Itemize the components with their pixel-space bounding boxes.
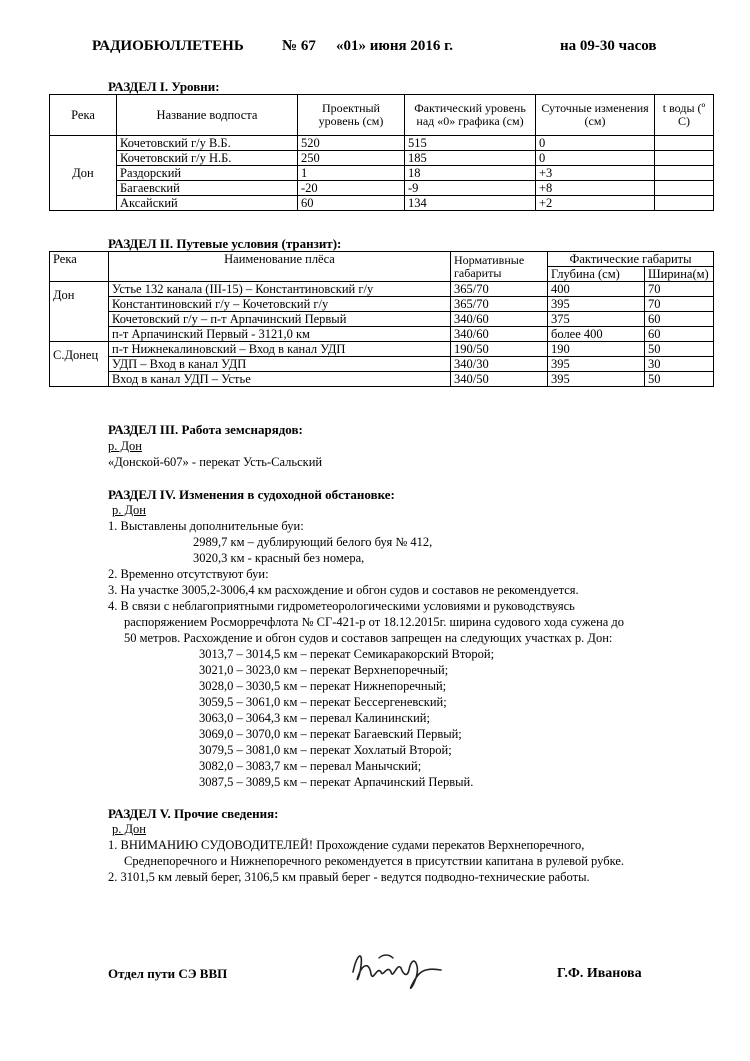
table-row	[50, 372, 714, 387]
table-row	[50, 297, 714, 312]
actual-cell: 18	[405, 166, 536, 181]
actual-cell: 515	[405, 136, 536, 151]
temp-cell	[655, 136, 714, 151]
bulletin-number: № 67	[282, 38, 316, 54]
river-cell: С.Донец	[50, 342, 109, 387]
post-cell: Аксайский	[117, 196, 298, 211]
norm-cell: 340/50	[451, 372, 548, 387]
daily-cell: 0	[536, 136, 655, 151]
transit-table	[49, 251, 714, 387]
section-4-item-3: 3. На участке 3005,2-3006,4 км расхождение и обгон судов и составов не рекомендуется.	[108, 583, 579, 597]
daily-cell: +8	[536, 181, 655, 196]
table-row	[50, 166, 714, 181]
daily-cell: +2	[536, 196, 655, 211]
col-header-river: Река	[50, 95, 117, 136]
depth-cell: 395	[548, 372, 645, 387]
stretch-cell: Вход в канал УДП – Устье	[109, 372, 451, 387]
temp-cell	[655, 196, 714, 211]
col-header-river: Река	[50, 252, 109, 282]
norm-cell: 190/50	[451, 342, 548, 357]
section-4-item-1: 1. Выставлены дополнительные буи:	[108, 519, 304, 533]
col-header-actual: Фактический уровень над «0» графика (см)	[405, 95, 536, 136]
section-5-item-1: 1. ВНИМАНИЮ СУДОВОДИТЕЛЕЙ! Прохождение судами перекатов Верхнепоречного,	[108, 838, 585, 852]
footer-department: Отдел пути СЭ ВВП	[108, 966, 228, 981]
design-cell: 250	[298, 151, 405, 166]
section-1-title: РАЗДЕЛ I. Уровни:	[108, 79, 220, 94]
section-2-title: РАЗДЕЛ II. Путевые условия (транзит):	[108, 236, 342, 251]
stretch-cell: Кочетовский г/у – п-т Арпачинский Первый	[109, 312, 451, 327]
col-header-post: Название водпоста	[117, 95, 298, 136]
col-header-depth: Глубина (см)	[548, 267, 645, 282]
signature-image	[345, 944, 455, 994]
list-item: 3059,5 – 3061,0 км – перекат Бессергеневский;	[199, 695, 447, 709]
section-4-item-4: распоряжением Росморречфлота № СГ-421-р от 18.12.2015г. ширина судового хода сужена до	[124, 615, 625, 629]
section-4-item-4: 4. В связи с неблагоприятными гидрометеорологическими условиями и руководствуясь	[108, 599, 575, 613]
bulletin-time: на 09-30 часов	[560, 38, 657, 54]
norm-cell: 340/30	[451, 357, 548, 372]
depth-cell: 395	[548, 357, 645, 372]
design-cell: -20	[298, 181, 405, 196]
table-row	[50, 327, 714, 342]
design-cell: 1	[298, 166, 405, 181]
post-cell: Раздорский	[117, 166, 298, 181]
actual-cell: -9	[405, 181, 536, 196]
col-header-design: Проектный уровень (см)	[298, 95, 405, 136]
actual-cell: 185	[405, 151, 536, 166]
section-4-river: р. Дон	[112, 503, 146, 517]
norm-cell: 340/60	[451, 327, 548, 342]
section-3-text: «Донской-607» - перекат Усть-Сальский	[108, 455, 323, 469]
section-5-title: РАЗДЕЛ V. Прочие сведения:	[108, 806, 279, 821]
temp-cell	[655, 166, 714, 181]
daily-cell: +3	[536, 166, 655, 181]
col-header-normative: Нормативные габариты	[451, 252, 548, 282]
design-cell: 520	[298, 136, 405, 151]
post-cell: Кочетовский г/у В.Б.	[117, 136, 298, 151]
table-row	[50, 151, 714, 166]
post-cell: Кочетовский г/у Н.Б.	[117, 151, 298, 166]
section-4-item-1-sub: 2989,7 км – дублирующий белого буя № 412,	[193, 535, 433, 549]
section-5-item-2: 2. 3101,5 км левый берег, 3106,5 км правый берег - ведутся подводно-технические работы.	[108, 870, 590, 884]
width-cell: 60	[645, 327, 714, 342]
list-item: 3087,5 – 3089,5 км – перекат Арпачинский Первый.	[199, 775, 474, 789]
section-5-item-1: Среднепоречного и Нижнепоречного рекомендуется в присутствии капитана в рулевой рубке.	[124, 854, 625, 868]
col-header-stretch: Наименование плёса	[109, 252, 451, 282]
depth-cell: 375	[548, 312, 645, 327]
list-item: 3028,0 – 3030,5 км – перекат Нижнепоречный;	[199, 679, 447, 693]
post-cell: Багаевский	[117, 181, 298, 196]
depth-cell: более 400	[548, 327, 645, 342]
actual-cell: 134	[405, 196, 536, 211]
section-4-title: РАЗДЕЛ IV. Изменения в судоходной обстановке:	[108, 487, 395, 502]
width-cell: 30	[645, 357, 714, 372]
table-row	[50, 312, 714, 327]
daily-cell: 0	[536, 151, 655, 166]
depth-cell: 400	[548, 282, 645, 297]
col-header-width: Ширина(м)	[645, 267, 714, 282]
stretch-cell: УДП – Вход в канал УДП	[109, 357, 451, 372]
table-row	[50, 282, 714, 297]
table-row	[50, 196, 714, 211]
list-item: 3021,0 – 3023,0 км – перекат Верхнепоречный;	[199, 663, 449, 677]
norm-cell: 365/70	[451, 297, 548, 312]
list-item: 3063,0 – 3064,3 км – перевал Калининский;	[199, 711, 430, 725]
river-cell: Дон	[50, 136, 117, 211]
temp-cell	[655, 181, 714, 196]
stretch-cell: Устье 132 канала (III-15) – Константиновский г/у	[109, 282, 451, 297]
section-3-title: РАЗДЕЛ III. Работа земснарядов:	[108, 422, 303, 437]
list-item: 3013,7 – 3014,5 км – перекат Семикаракорский Второй;	[199, 647, 495, 661]
list-item: 3069,0 – 3070,0 км – перекат Багаевский Первый;	[199, 727, 462, 741]
bulletin-date: «01» июня 2016 г.	[336, 38, 453, 54]
temp-cell	[655, 151, 714, 166]
list-item: 3079,5 – 3081,0 км – перекат Хохлатый Второй;	[199, 743, 452, 757]
list-item: 3082,0 – 3083,7 км – перевал Манычский;	[199, 759, 422, 773]
table-row	[50, 181, 714, 196]
stretch-cell: Константиновский г/у – Кочетовский г/у	[109, 297, 451, 312]
section-4-item-1-sub: 3020,3 км - красный без номера,	[193, 551, 365, 565]
width-cell: 50	[645, 372, 714, 387]
section-4-item-4: 50 метров. Расхождение и обгон судов и составов запрещен на следующих участках р. Дон:	[124, 631, 613, 645]
width-cell: 70	[645, 282, 714, 297]
table-row	[50, 357, 714, 372]
col-header-temp: t воды (º С)	[655, 95, 714, 136]
depth-cell: 395	[548, 297, 645, 312]
depth-cell: 190	[548, 342, 645, 357]
stretch-cell: п-т Нижнекалиновский – Вход в канал УДП	[109, 342, 451, 357]
section-4-item-2: 2. Временно отсутствуют буи:	[108, 567, 269, 581]
stretch-cell: п-т Арпачинский Первый - 3121,0 км	[109, 327, 451, 342]
section-3-river: р. Дон	[108, 439, 142, 453]
norm-cell: 340/60	[451, 312, 548, 327]
col-header-daily: Суточные изменения (см)	[536, 95, 655, 136]
width-cell: 60	[645, 312, 714, 327]
width-cell: 70	[645, 297, 714, 312]
footer-signer-name: Г.Ф. Иванова	[557, 966, 642, 981]
width-cell: 50	[645, 342, 714, 357]
section-5-river: р. Дон	[112, 822, 146, 836]
bulletin-title: РАДИОБЮЛЛЕТЕНЬ	[92, 38, 244, 54]
levels-table	[49, 94, 714, 211]
design-cell: 60	[298, 196, 405, 211]
table-row	[50, 136, 714, 151]
river-cell: Дон	[50, 282, 109, 342]
table-row	[50, 342, 714, 357]
col-header-actual: Фактические габариты	[548, 252, 714, 267]
norm-cell: 365/70	[451, 282, 548, 297]
